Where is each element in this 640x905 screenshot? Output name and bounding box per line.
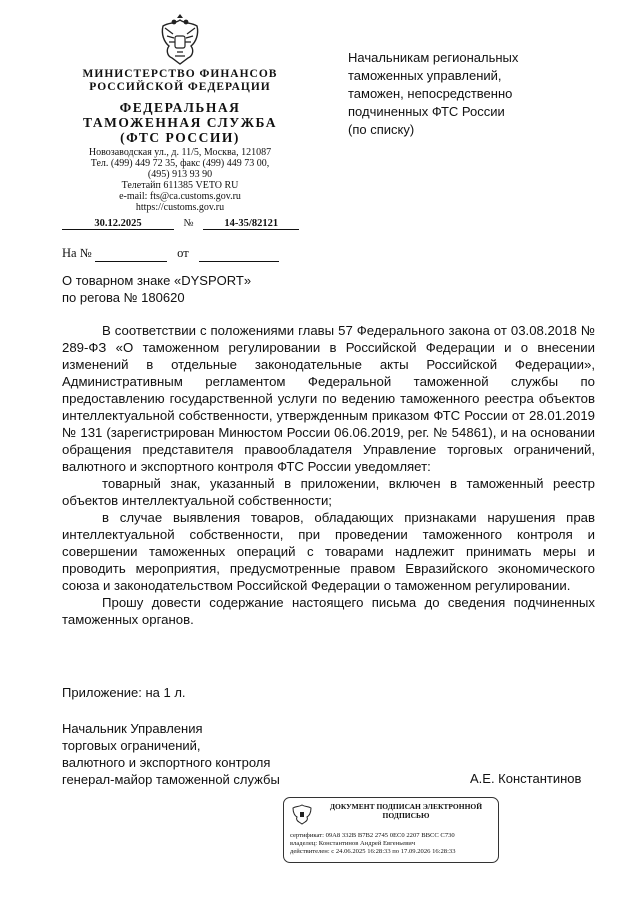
signer-line: Начальник Управления bbox=[62, 721, 203, 736]
stamp-owner: владелец: Константинов Андрей Евгеньевич bbox=[290, 840, 416, 847]
contact-info bbox=[60, 147, 300, 213]
subject-line: О товарном знаке «DYSPORT» bbox=[62, 273, 252, 288]
signer-line: торговых ограничений, bbox=[62, 738, 201, 753]
service-name bbox=[60, 100, 300, 145]
address-line: Новозаводская ул., д. 11/5, Москва, 121087 bbox=[88, 147, 272, 158]
email-line: e-mail: fts@ca.customs.gov.ru bbox=[119, 191, 241, 202]
ministry-line-1: МИНИСТЕРСТВО ФИНАНСОВ bbox=[82, 68, 278, 80]
registration-line bbox=[62, 218, 299, 230]
addressee-line: подчиненных ФТС России bbox=[348, 104, 505, 119]
body-paragraph: в случае выявления товаров, обладающих признаками нарушения прав интеллектуальной собственности, при проведении таможенного контроля и совершении таможенных операций с товарами надлежит принимать меры и проводить мероприятия, предусмотренные правом Евразийского экономического союза и законодательством Российской Федерации о таможенном регулировании. bbox=[62, 510, 595, 593]
stamp-certificate: сертификат: 09A8 332B B7B2 2745 0EC0 2207 BBCC C730 bbox=[290, 832, 455, 839]
coat-of-arms-icon bbox=[155, 14, 205, 68]
reference-from-label: от bbox=[177, 246, 189, 260]
ministry-name bbox=[60, 68, 300, 94]
teletype-line: Телетайп 611385 VETO RU bbox=[121, 180, 239, 191]
stamp-validity: действителен: с 24.06.2025 16:28:33 по 17.09.2026 16:28:33 bbox=[290, 848, 456, 855]
attachment-note: Приложение: на 1 л. bbox=[62, 685, 186, 700]
document-date: 30.12.2025 bbox=[62, 218, 174, 230]
addressee-line: (по списку) bbox=[348, 122, 415, 137]
service-line-2: ТАМОЖЕННАЯ СЛУЖБА bbox=[83, 115, 277, 130]
signer-line: генерал-майор таможенной службы bbox=[62, 772, 280, 787]
ministry-line-2: РОССИЙСКОЙ ФЕДЕРАЦИИ bbox=[89, 81, 271, 93]
number-sign: № bbox=[183, 218, 194, 229]
stamp-title-line: ДОКУМЕНТ ПОДПИСАН ЭЛЕКТРОННОЙ bbox=[329, 802, 483, 811]
reference-number-blank bbox=[95, 246, 167, 262]
addressee-line: Начальникам региональных bbox=[348, 50, 519, 65]
stamp-emblem-icon bbox=[290, 802, 314, 826]
phone-line: Тел. (499) 449 72 35, факс (499) 449 73 00, bbox=[90, 158, 270, 169]
signer-position bbox=[62, 720, 362, 788]
service-line-1: ФЕДЕРАЛЬНАЯ bbox=[119, 100, 241, 115]
phone-line-2: (495) 913 93 90 bbox=[147, 169, 213, 180]
digital-signature-stamp bbox=[283, 797, 499, 863]
addressee-line: таможенных управлений, bbox=[348, 68, 502, 83]
signer-line: валютного и экспортного контроля bbox=[62, 755, 271, 770]
document-number: 14-35/82121 bbox=[203, 218, 299, 230]
reference-line bbox=[62, 246, 279, 262]
signer-name: А.Е. Константинов bbox=[470, 771, 582, 786]
body-paragraph: Прошу довести содержание настоящего письма до сведения подчиненных таможенных органов. bbox=[62, 595, 595, 627]
addressee-line: таможен, непосредственно bbox=[348, 86, 513, 101]
body-paragraph: товарный знак, указанный в приложении, включен в таможенный реестр объектов интеллектуальной собственности; bbox=[62, 476, 595, 508]
stamp-title bbox=[320, 802, 492, 820]
website-line: https://customs.gov.ru bbox=[135, 202, 225, 213]
subject-line: по регова № 180620 bbox=[62, 290, 185, 305]
subject-block bbox=[62, 272, 322, 306]
service-line-3: (ФТС РОССИИ) bbox=[120, 130, 240, 145]
addressee-block bbox=[348, 49, 588, 139]
letter-body bbox=[62, 322, 595, 628]
reference-label: На № bbox=[62, 246, 92, 260]
body-paragraph: В соответствии с положениями главы 57 Федерального закона от 03.08.2018 № 289-ФЗ «О таможенном регулировании в Российской Федерации и о внесении изменений в отдельные законодательные акты Российской Федерации», Административным регламентом Федеральной таможенной службы по предоставлению государственной услуги по ведению таможенного реестра объектов интеллектуальной собственности, утвержденным приказом ФТС России от 28.01.2019 № 131 (зарегистрирован Минюстом России 06.06.2019, рег. № 54861), и на основании обращения представителя правообладателя Управление торговых ограничений, валютного и экспортного контроля ФТС России уведомляет: bbox=[62, 323, 595, 474]
reference-date-blank bbox=[199, 246, 279, 262]
stamp-title-line: ПОДПИСЬЮ bbox=[382, 811, 430, 820]
